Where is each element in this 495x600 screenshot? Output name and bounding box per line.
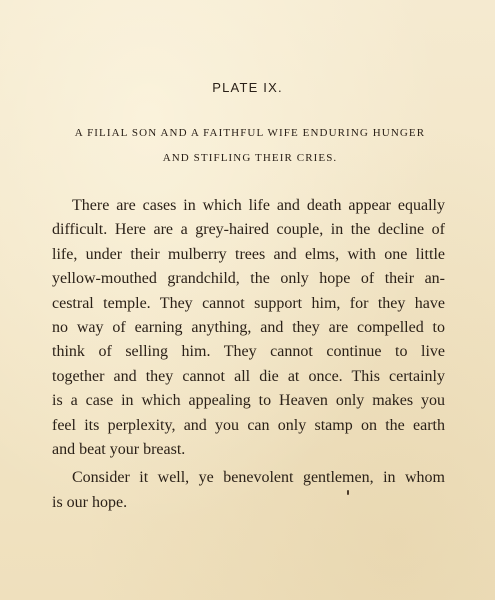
text-line: no way of earning anything, and they are compelled to <box>52 318 445 336</box>
paragraph-1 <box>52 194 445 462</box>
text-line: is a case in which appealing to Heaven only makes you <box>52 392 445 410</box>
text-line: life, under their mulberry trees and elms, with one little <box>52 245 445 263</box>
ink-speck <box>347 490 349 495</box>
paragraph-2 <box>52 466 445 515</box>
body-text <box>52 194 445 515</box>
text-line: and beat your breast. <box>52 440 186 458</box>
text-line: feel its perplexity, and you can only stamp on the earth <box>52 416 445 434</box>
section-heading-line-2: AND STIFLING THEIR CRIES. <box>162 152 338 164</box>
text-line: Consider it well, ye benevolent gentlemen, in whom <box>72 469 445 487</box>
text-line: together and they cannot all die at once. This certainly <box>52 367 445 385</box>
text-line: think of selling him. They cannot continue to live <box>52 343 445 361</box>
text-line: difficult. Here are a grey-haired couple, in the decline of <box>52 221 445 239</box>
text-line: yellow-mouthed grandchild, the only hope of their an- <box>52 270 445 288</box>
section-heading-line-1: A FILIAL SON AND A FAITHFUL WIFE ENDURING HUNGER <box>74 127 426 139</box>
text-line: is our hope. <box>52 493 128 511</box>
text-line: cestral temple. They cannot support him, for they have <box>52 294 445 312</box>
plate-title: PLATE IX. <box>212 80 283 95</box>
text-line: There are cases in which life and death appear equally <box>72 197 445 214</box>
